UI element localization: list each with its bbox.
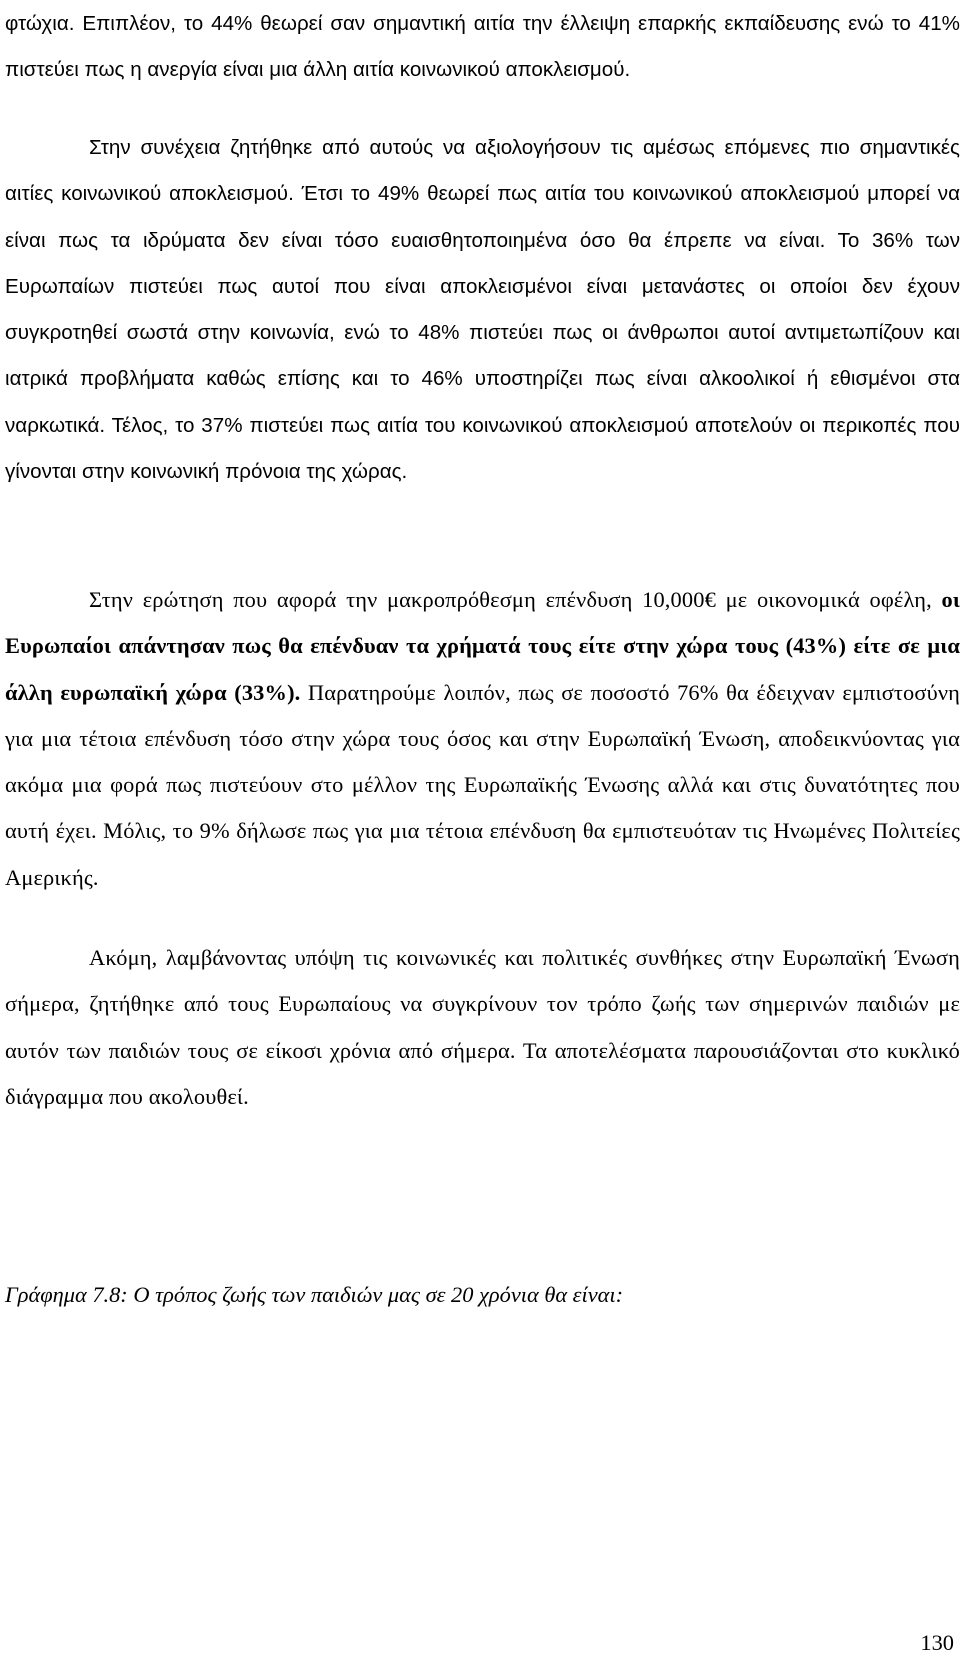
paragraph-bold-highlight: οι Ευρωπαίοι απάντησαν πως θα επένδυαν τα χρήματά τους είτε στην χώρα τους (43%) είτε σε μια άλλη ευρωπαϊκή χώρα (33%).: [5, 587, 960, 705]
paragraph-text: Στην ερώτηση που αφορά την μακροπρόθεσμη επένδυση 10,000€ με οικονομικά οφέλη,: [89, 587, 942, 612]
paragraph-text: Παρατηρούμε λοιπόν, πως σε ποσοστό 76% θα έδειχναν εμπιστοσύνη για μια τέτοια επένδυση τόσο στην χώρα τους όσος και στην Ευρωπαϊκή Ένωση, αποδεικνύοντας για ακόμα μια φορά πως πιστεύουν στο μέλλον της Ευρωπαϊκής Ένωσης αλλά και στις δυνατότητες που αυτή έχει. Μόλις, το 9% δήλωσε πως για μια τέτοια επένδυση θα εμπιστευόταν τις Ηνωμένες Πολιτείες Αμερικής.: [5, 679, 960, 890]
paragraph-long-term-investment: [5, 577, 960, 901]
document-page: [5, 0, 960, 1660]
paragraph-children-lifestyle: [5, 935, 960, 1120]
paragraph-further-causes-exclusion: [5, 125, 960, 495]
paragraph-text: φτώχια. Επιπλέον, το 44% θεωρεί σαν σημαντική αιτία την έλλειψη επαρκής εκπαίδευσης ενώ το 41% πιστεύει πως η ανεργία είναι μια άλλη αιτία κοινωνικού αποκλεισμού.: [5, 12, 960, 82]
paragraph-text: Ακόμη, λαμβάνοντας υπόψη τις κοινωνικές και πολιτικές συνθήκες στην Ευρωπαϊκή Ένωση σήμερα, ζητήθηκε από τους Ευρωπαίους να συγκρίνουν τον τρόπο ζωής των σημερινών παιδιών με αυτόν των παιδιών τους σε είκοσι χρόνια από σήμερα. Τα αποτελέσματα παρουσιάζονται στο κυκλικό διάγραμμα που ακολουθεί.: [5, 945, 960, 1109]
paragraph-causes-poverty-education: [5, 1, 960, 94]
paragraph-text: Στην συνέχεια ζητήθηκε από αυτούς να αξιολογήσουν τις αμέσως επόμενες πιο σημαντικές αιτίες κοινωνικού αποκλεισμού. Έτσι το 49% θεωρεί πως αιτία του κοινωνικού αποκλεισμού μπορεί να είναι πως τα ιδρύματα δεν είναι τόσο ευαισθητοποιημένα όσο θα έπρεπε να είναι. Το 36% των Ευρωπαίων πιστεύει πως αυτοί που είναι αποκλεισμένοι είναι μετανάστες οι οποίοι δεν έχουν συγκροτηθεί σωστά στην κοινωνία, ενώ το 48% πιστεύει πως οι άνθρωποι αυτοί αντιμετωπίζουν και ιατρικά προβλήματα καθώς επίσης και το 46% υποστηρίζει πως είναι αλκοολικοί ή εθισμένοι στα ναρκωτικά. Τέλος, το 37% πιστεύει πως αιτία του κοινωνικού αποκλεισμού αποτελούν οι περικοπές που γίνονται στην κοινωνική πρόνοια της χώρας.: [5, 136, 960, 484]
page-number: 130: [920, 1630, 954, 1655]
figure-caption: Γράφημα 7.8: Ο τρόπος ζωής των παιδιών μας σε 20 χρόνια θα είναι:: [5, 1282, 624, 1307]
